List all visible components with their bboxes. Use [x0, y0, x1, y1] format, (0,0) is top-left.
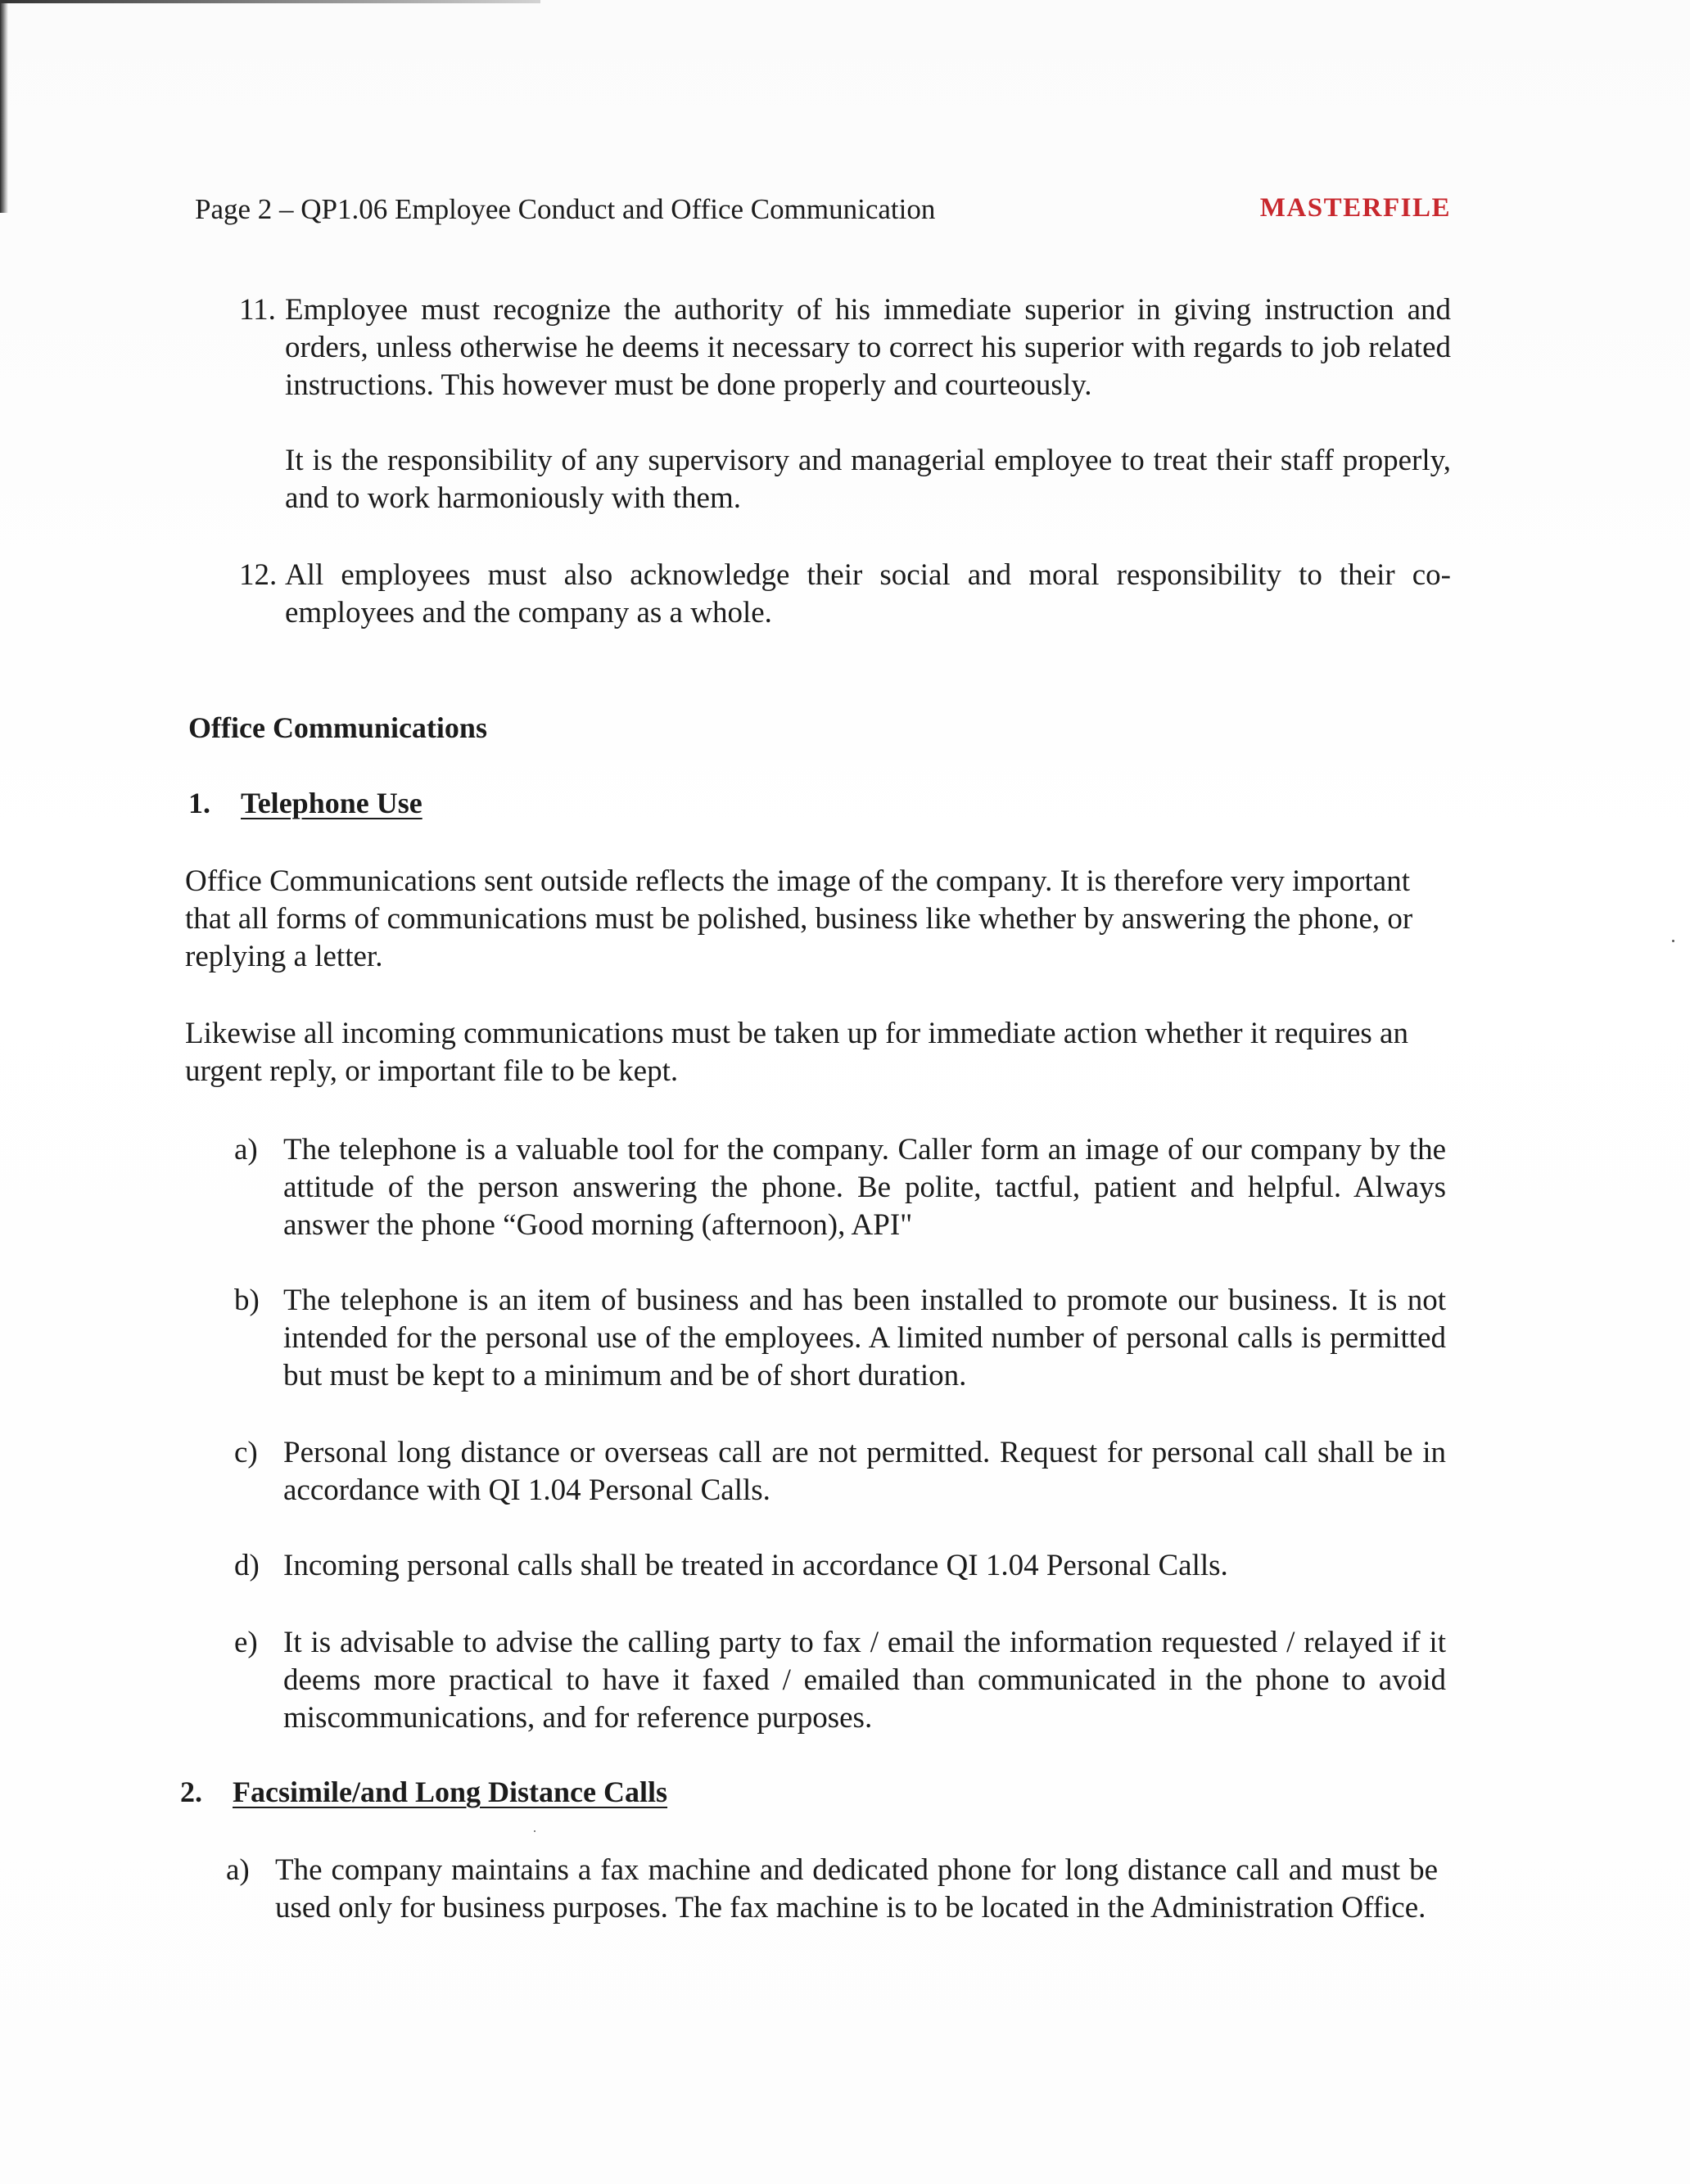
rule-12-number: 12. [239, 558, 278, 592]
scan-speck [1672, 940, 1674, 942]
page-header-title: Page 2 – QP1.06 Employee Conduct and Office Communication [195, 193, 936, 225]
rule-11-paragraph-1: Employee must recognize the authority of his immediate superior in giving instruction and orders, unless otherwise he deems it necessary to correct his superior with regards to job related instructions. This however must be done properly and courteously. [285, 293, 1451, 402]
telephone-item-c-text: Personal long distance or overseas call are not permitted. Request for personal call shall be in accordance with QI 1.04 Personal Calls. [283, 1436, 1446, 1507]
scan-speck [534, 1830, 535, 1832]
telephone-item-e-text: It is advisable to advise the calling party to fax / email the information requested / relayed if it deems more practical to have it faxed / emailed than communicated in the phone to avoid miscommunications, and for reference purposes. [283, 1626, 1446, 1735]
telephone-item-a-text: The telephone is a valuable tool for the company. Caller form an image of our company by the attitude of the person answering the phone. Be polite, tactful, patient and helpful. Always answer the phone “Good morning (afternoon), API" [283, 1133, 1446, 1242]
telephone-item-e-label: e) [234, 1626, 258, 1659]
subsection-1-heading [188, 786, 422, 820]
telephone-item-b-text: The telephone is an item of business and has been installed to promote our business. It is not intended for the personal use of the employees. A limited number of personal calls is permitted but must be kept to a minimum and be of short duration. [283, 1284, 1446, 1392]
telephone-intro-paragraph-1: Office Communications sent outside reflects the image of the company. It is therefore very important that all forms of communications must be polished, business like whether by answering the phone, or replying a letter. [185, 864, 1413, 973]
subsection-2-title: Facsimile/and Long Distance Calls [233, 1776, 668, 1808]
fax-item-a-label: a) [226, 1853, 250, 1887]
section-heading: Office Communications [188, 711, 487, 744]
scan-shadow-left [0, 0, 8, 213]
telephone-item-d-label: d) [234, 1549, 260, 1582]
rule-12-paragraph: All employees must also acknowledge their social and moral responsibility to their co-employees and the company as a whole. [285, 558, 1451, 629]
masterfile-stamp: MASTERFILE [1259, 193, 1451, 223]
subsection-1-title: Telephone Use [241, 787, 422, 819]
subsection-2-heading [180, 1775, 667, 1809]
page-header [195, 193, 1451, 229]
telephone-item-d-text: Incoming personal calls shall be treated in accordance QI 1.04 Personal Calls. [283, 1549, 1228, 1582]
subsection-1-number: 1. [188, 787, 210, 819]
telephone-item-a-label: a) [234, 1133, 258, 1166]
fax-item-a-text: The company maintains a fax machine and dedicated phone for long distance call and must be used only for business purposes. The fax machine is to be located in the Administration Office. [275, 1853, 1438, 1925]
scan-shadow-top [0, 0, 540, 3]
telephone-item-b-label: b) [234, 1284, 260, 1317]
rule-11-paragraph-2: It is the responsibility of any supervisory and managerial employee to treat their staff properly, and to work harmoniously with them. [285, 444, 1451, 515]
rule-11-number: 11. [239, 293, 276, 327]
telephone-item-c-label: c) [234, 1436, 258, 1469]
subsection-2-number: 2. [180, 1776, 202, 1808]
telephone-intro-paragraph-2: Likewise all incoming communications must be taken up for immediate action whether it requires an urgent reply, or important file to be kept. [185, 1017, 1408, 1088]
